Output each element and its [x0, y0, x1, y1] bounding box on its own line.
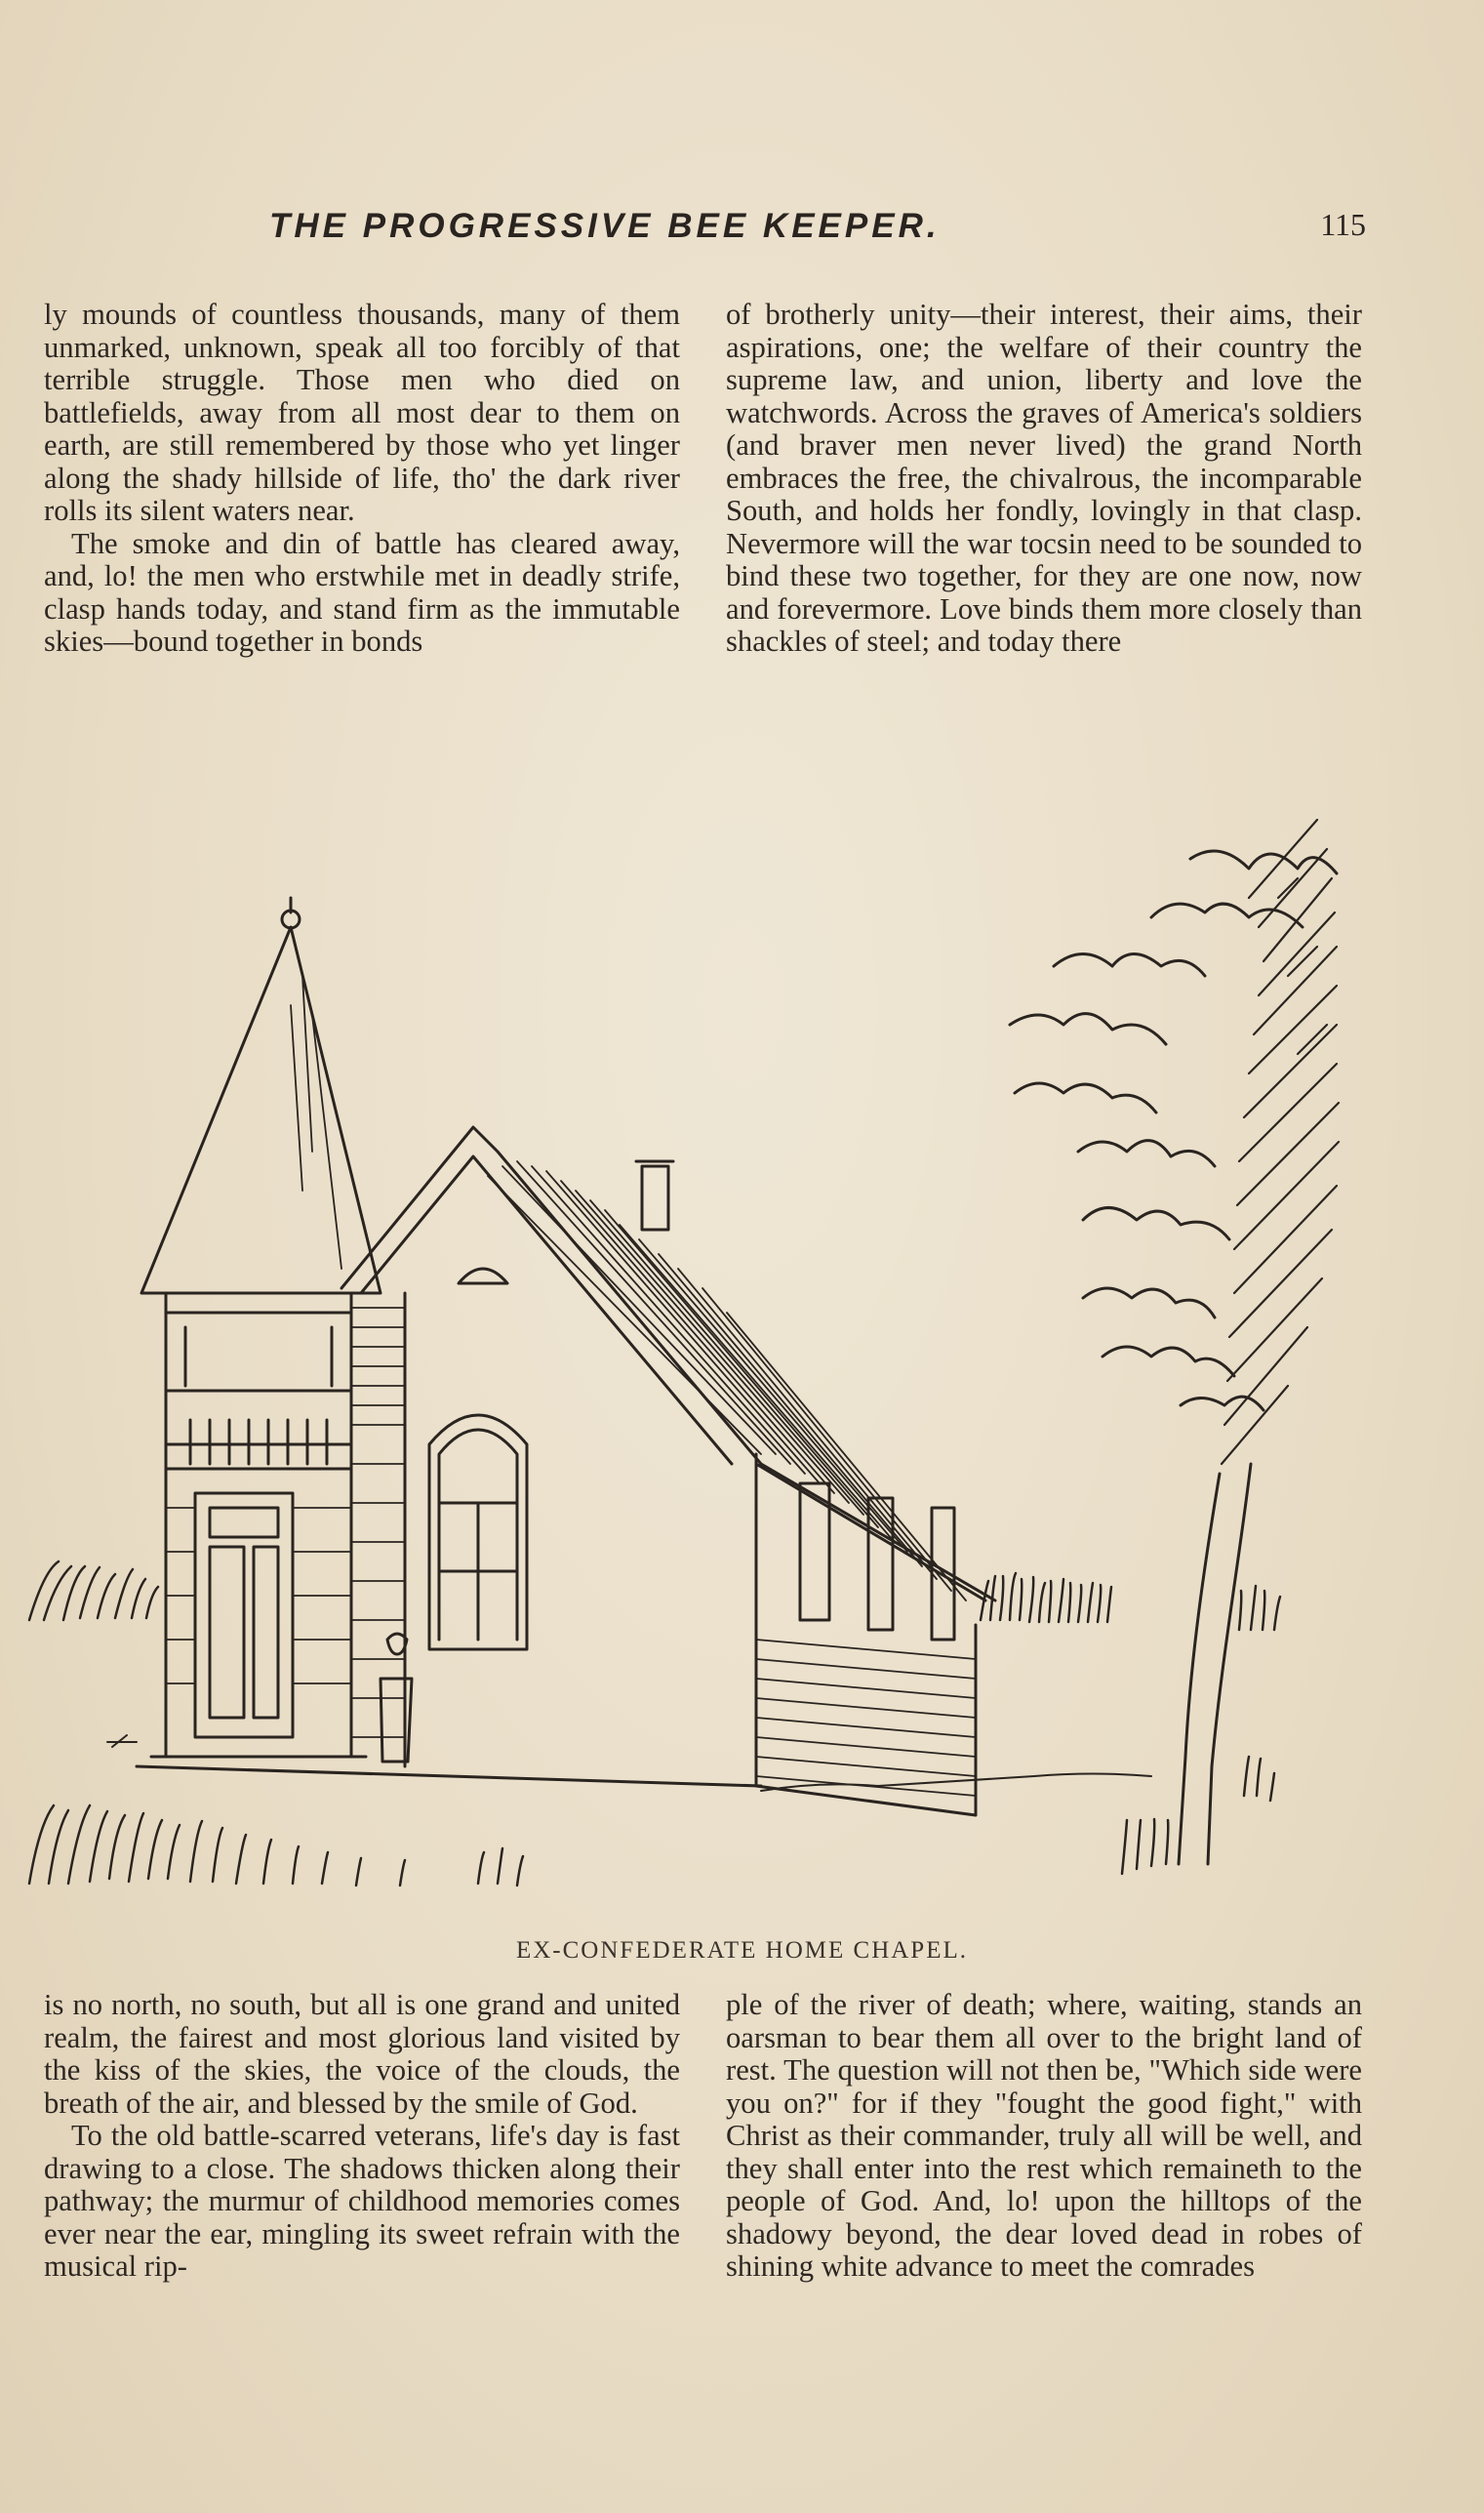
column-top-left	[44, 299, 680, 659]
chapel-illustration	[20, 781, 1385, 1932]
paragraph: ple of the river of death; where, waiting, stands an oarsman to bear them all over to the bright land of rest. The question will not then be, "Which side were you on?" for if they "fought the good fight," with Christ as their commander, truly all will be well, and they shall enter into the rest which remaineth to the people of God. And, lo! upon the hilltops of the shadowy beyond, the dear loved dead in robes of shining white advance to meet the comrades	[726, 1988, 1362, 2283]
paragraph: of brotherly unity—their interest, their aims, their aspirations, one; the welfare of their country the supreme law, and union, liberty and love the watchwords. Across the graves of America's soldiers (and braver men never lived) the grand North embraces the free, the chivalrous, the incomparable South, and holds her fondly, lovingly in that clasp. Nevermore will the war tocsin need to be sounded to bind these two together, for they are one now, now and forevermore. Love binds them more closely than shackles of steel; and today there	[726, 298, 1362, 658]
paragraph: To the old battle-scarred veterans, life's day is fast drawing to a close. The shadows thicken along their pathway; the murmur of childhood memories comes ever near the ear, mingling its sweet refrain with the musical rip-	[44, 2119, 680, 2283]
grass-drawing	[29, 1561, 1280, 1885]
column-bottom-right	[726, 1989, 1362, 2284]
column-top-right	[726, 299, 1362, 659]
paragraph: is no north, no south, but all is one grand and united realm, the fairest and most glorious land visited by the kiss of the skies, the voice of the clouds, the breath of the air, and blessed by the smile of God.	[44, 1988, 680, 2120]
page-number: 115	[1320, 207, 1366, 242]
tree-hatching	[1222, 820, 1339, 1464]
journal-title: THE PROGRESSIVE BEE KEEPER.	[269, 207, 941, 245]
chapel-hatching	[166, 976, 976, 1796]
figure-caption: EX-CONFEDERATE HOME CHAPEL.	[515, 1937, 969, 1964]
chapel-drawing	[137, 898, 995, 1815]
running-head	[263, 207, 1366, 246]
paragraph: ly mounds of countless thousands, many of them unmarked, unknown, speak all too forcibly of that terrible struggle. Those men who died on battlefields, away from all most dear to them on earth, are still remembered by those who yet linger along the shady hillside of life, tho' the dark river rolls its silent waters near.	[44, 298, 680, 527]
column-bottom-left	[44, 1989, 680, 2284]
paragraph: The smoke and din of battle has cleared away, and, lo! the men who erstwhile met in deadly strife, clasp hands today, and stand firm as the immutable skies—bound together in bonds	[44, 526, 680, 658]
